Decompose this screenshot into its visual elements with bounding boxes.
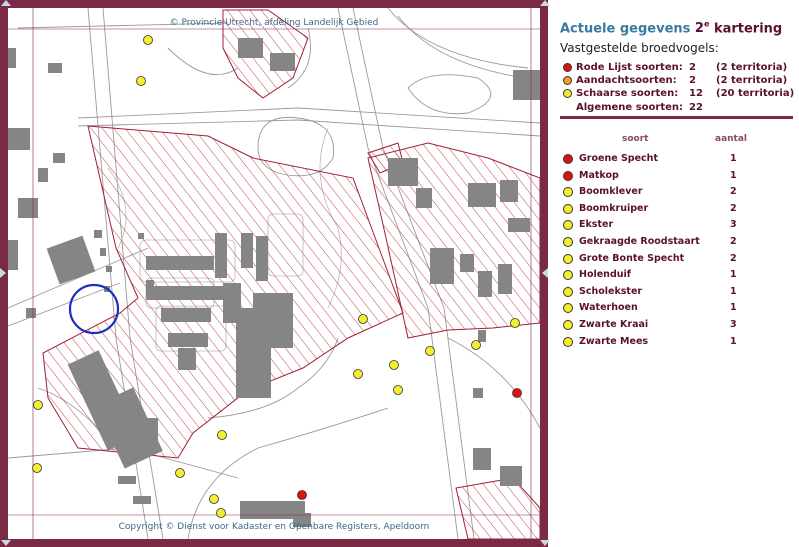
species-dot-icon [563,220,573,230]
summary-count: 2 [689,62,696,73]
yellow-observation[interactable] [426,347,435,356]
species-name: Ekster [579,219,614,231]
species-name: Grote Bonte Specht [579,252,685,264]
species-dot-icon [563,337,573,347]
species-dot-icon [563,320,573,330]
species-name: Boomklever [579,186,643,198]
species-dot-icon [563,303,573,313]
category-dot-icon [563,89,572,98]
species-count: 2 [730,186,737,198]
column-header-species: soort [622,134,649,144]
red-observation[interactable] [513,389,522,398]
species-name: Matkop [579,169,619,181]
species-count: 1 [730,302,737,314]
species-count: 2 [730,236,737,247]
panel-title-part1: Actuele gegevens [560,21,691,37]
species-count: 1 [730,285,737,297]
map-credit-top: © Provincie Utrecht, afdeling Landelijk Gebied [169,18,379,28]
species-dot-icon [563,287,573,297]
species-dot-icon [563,254,573,264]
species-name: Scholekster [579,285,643,297]
species-dot-icon [563,270,573,280]
yellow-observation[interactable] [210,495,219,504]
yellow-observation[interactable] [511,319,520,328]
summary-territories: (20 territoria) [716,88,795,99]
species-count: 2 [730,202,737,214]
species-count: 1 [730,269,737,281]
pan-up-right-arrow-icon[interactable] [540,0,550,6]
pan-right-arrow-icon[interactable] [542,268,548,278]
species-dot-icon [563,204,573,214]
species-count: 1 [730,153,737,164]
category-dot-icon [563,63,572,72]
column-header-count: aantal [715,134,748,144]
category-dot-icon [563,76,572,85]
summary-label: Schaarse soorten: [576,88,679,99]
hatched-areas [43,10,540,539]
species-dot-icon [563,237,573,247]
map-credit-bottom: Copyright © Dienst voor Kadaster en Openbare Registers, Apeldoorn [118,522,430,532]
pan-down-right-arrow-icon[interactable] [540,540,550,546]
species-name: Waterhoen [579,302,638,314]
species-count: 1 [730,169,737,181]
species-name: Groene Specht [579,153,658,164]
species-name: Zwarte Mees [579,335,649,347]
yellow-observation[interactable] [218,431,227,440]
legend-panel [560,0,799,547]
species-count: 2 [730,252,737,264]
panel-subtitle: Vastgestelde broedvogels: [560,41,719,55]
summary-territories: (2 territoria) [716,62,788,73]
selection-circle [70,285,118,333]
summary-count: 2 [689,75,696,86]
summary-count: 12 [689,88,703,99]
yellow-observation[interactable] [137,77,146,86]
yellow-observation[interactable] [34,401,43,410]
yellow-observation[interactable] [176,469,185,478]
species-name: Holenduif [579,269,631,281]
species-name: Zwarte Kraai [579,319,649,330]
yellow-observation[interactable] [394,386,403,395]
pan-down-left-arrow-icon[interactable] [1,540,11,546]
map-svg[interactable] [8,8,540,539]
yellow-observation[interactable] [390,361,399,370]
yellow-observation[interactable] [472,341,481,350]
panel-title-number: 2e [694,20,710,37]
summary-label: Rode Lijst soorten: [576,62,683,73]
pan-up-left-arrow-icon[interactable] [1,0,11,6]
species-dot-icon [563,187,573,197]
panel-title-part2: kartering [713,21,783,37]
summary-label: Aandachtsoorten: [576,75,677,86]
species-name: Boomkruiper [579,202,649,214]
red-observation[interactable] [298,491,307,500]
species-count: 1 [730,335,737,347]
summary-count: 22 [689,102,703,113]
species-dot-icon [563,171,573,181]
pan-left-arrow-icon[interactable] [0,268,6,278]
yellow-observation[interactable] [33,464,42,473]
species-count: 3 [730,219,737,231]
map-canvas[interactable] [8,8,540,539]
species-count: 3 [730,319,737,330]
summary-territories: (2 territoria) [716,75,788,86]
yellow-observation[interactable] [359,315,368,324]
divider [560,116,793,119]
yellow-observation[interactable] [354,370,363,379]
species-name: Gekraagde Roodstaart [579,236,700,247]
yellow-observation[interactable] [144,36,153,45]
panel-title [560,20,782,36]
summary-label: Algemene soorten: [576,102,683,113]
yellow-observation[interactable] [217,509,226,518]
species-dot-icon [563,154,573,164]
